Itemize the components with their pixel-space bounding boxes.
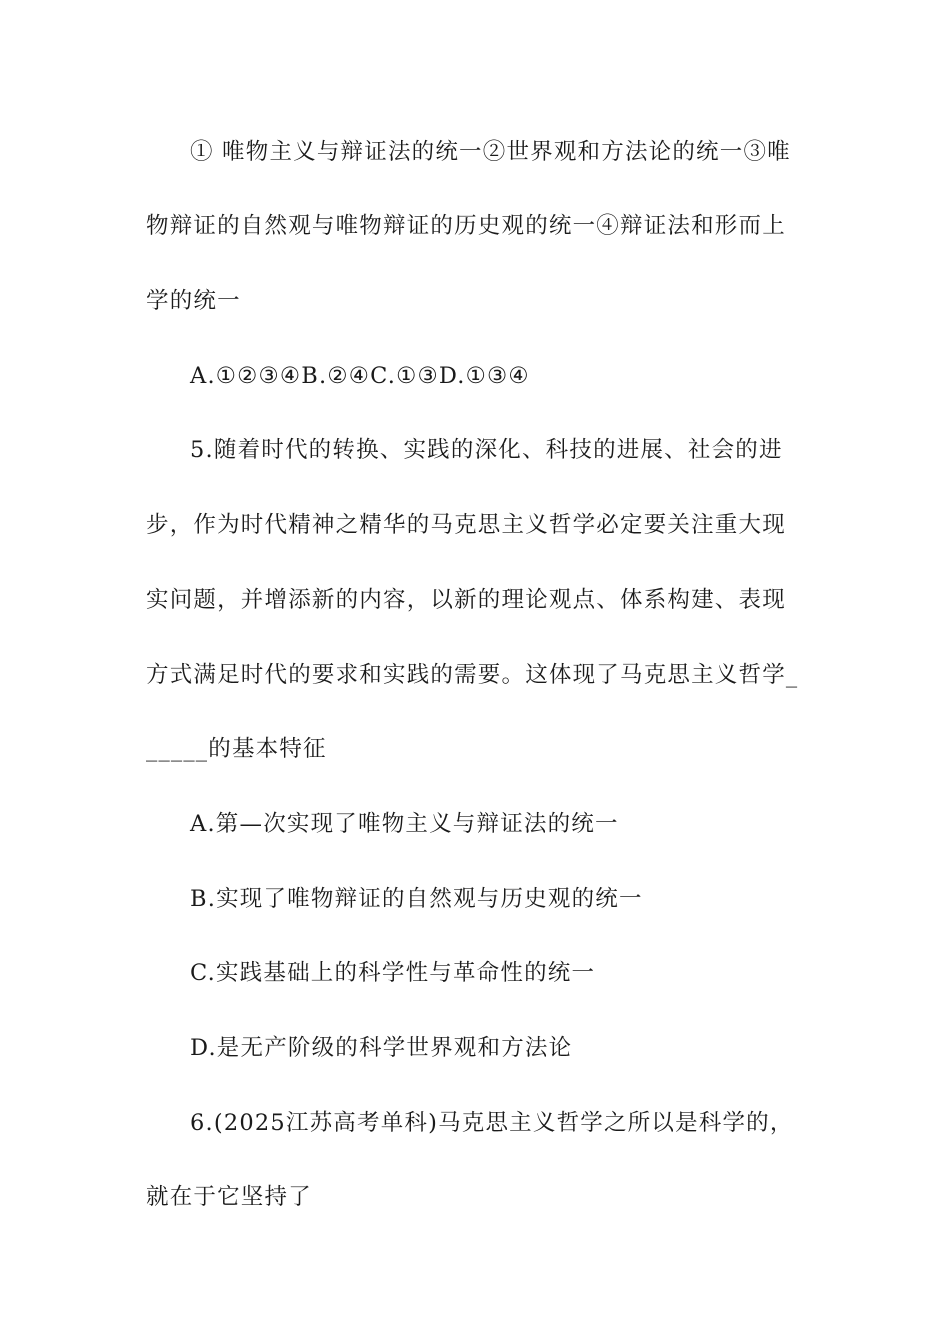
answer-options-line: A.①②③④B.②④C.①③D.①③④ [190,363,530,389]
question-5-line: 5.随着时代的转换、实践的深化、科技的进展、社会的进 [190,437,783,463]
option-b: B.实现了唯物辩证的自然观与历史观的统一 [190,886,643,912]
option-c: C.实践基础上的科学性与革命性的统一 [190,960,596,986]
text-line: 方式满足时代的要求和实践的需要。这体现了马克思主义哲学_ [146,662,799,688]
text-line: ① 唯物主义与辩证法的统一②世界观和方法论的统一③唯 [190,139,791,165]
text-line: 实问题，并增添新的内容，以新的理论观点、体系构建、表现 [146,587,786,613]
text-line: 物辩证的自然观与唯物辩证的历史观的统一④辩证法和形而上 [146,213,786,239]
text-line: 学的统一 [146,288,241,314]
option-d: D.是无产阶级的科学世界观和方法论 [190,1035,573,1061]
question-6-line: 6.(2025江苏高考单科)马克思主义哲学之所以是科学的， [190,1110,794,1136]
text-line: 步，作为时代精神之精华的马克思主义哲学必定要关注重大现 [146,512,786,538]
option-a: A.第—次实现了唯物主义与辩证法的统一 [190,811,619,837]
text-line: _____的基本特征 [146,736,327,762]
text-line: 就在于它坚持了 [146,1184,312,1210]
